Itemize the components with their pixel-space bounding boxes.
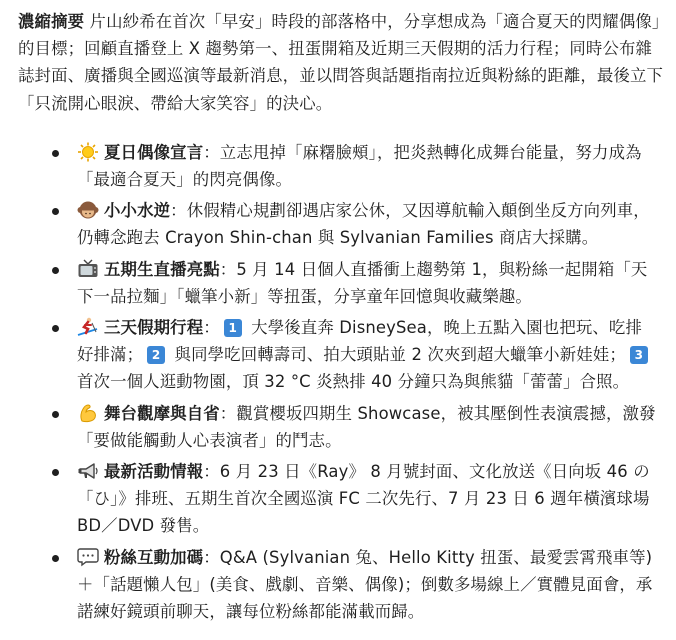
item-text: ：觀賞櫻坂四期生 Showcase，被其壓倒性表演震撼，激發「要做能觸動人心表演者」的鬥志。 [77, 403, 656, 450]
number-badge-2: 2 [147, 346, 165, 364]
item-title: 夏日偶像宣言 [104, 142, 204, 162]
highlights-list [18, 139, 664, 625]
speech-bubble-icon [77, 547, 99, 567]
summary-text: 片山紗希在首次「早安」時段的部落格中，分享想成為「適合夏天的閃耀偶像」的目標；回顧直播登上 X 趨勢第一、扭蛋開箱及近期三天假期的活力行程；同時公布雜誌封面、廣播與全國巡演等最新消息，並以問答與話題指南拉近與粉絲的距離，最後立下「只流開心眼淚、帶給大家笑容」的決心。 [18, 12, 664, 113]
item-text: ： [203, 318, 220, 338]
list-item [77, 458, 656, 540]
item-title: 五期生直播亮點 [104, 259, 220, 279]
megaphone-icon [77, 461, 99, 481]
summary-paragraph [18, 8, 664, 117]
item-title: 小小水逆 [104, 201, 171, 221]
summary-lead: 濃縮摘要 [18, 12, 85, 31]
item-text: 首次一個人逛動物園，頂 32 °C 炎熱排 40 分鐘只為與熊貓「蕾蕾」合照。 [77, 372, 630, 392]
list-item [77, 139, 656, 193]
monkey-icon [77, 200, 99, 220]
item-text: ：5 月 14 日個人直播衝上趨勢第 1，與粉絲一起開箱「天下一品拉麵」「蠟筆小新」等扭蛋，分享童年回憶與收藏樂趣。 [77, 259, 648, 306]
item-text: ：6 月 23 日《Ray》 8 月號封面、文化放送《日向坂 46 の「ひ」》排班、五期生首次全國巡演 FC 二次先行、7 月 23 日 6 週年橫濱球場 BD／DVD 發售。 [77, 462, 650, 536]
item-title: 三天假期行程 [104, 318, 204, 338]
item-title: 最新活動情報 [104, 462, 204, 482]
list-item [77, 544, 656, 626]
item-text: 大學後直奔 DisneySea，晚上五點入園也把玩、吃排好排滿； [77, 318, 643, 365]
number-badge-1: 1 [224, 319, 242, 337]
item-text: ：立志甩掉「麻糬臉頰」，把炎熱轉化成舞台能量，努力成為「最適合夏天」的閃亮偶像。 [77, 142, 642, 190]
list-item [77, 256, 656, 310]
list-item [77, 314, 656, 396]
sun-icon [77, 142, 99, 162]
number-badge-3: 3 [630, 346, 648, 364]
item-text: ：休假精心規劃卻遇店家公休，又因導航輸入顛倒坐反方向列車，仍轉念跑去 Crayon Shin-chan 與 Sylvanian Families 商店大採購。 [77, 201, 650, 248]
list-item [77, 400, 656, 454]
item-title: 舞台觀摩與自省 [104, 403, 220, 423]
item-text: ：Q&A (Sylvanian 兔、Hello Kitty 扭蛋、最愛雲霄飛車等)＋「話題懶人包」(美食、戲劇、音樂、偶像)；倒數多場線上／實體見面會，承諾練好鏡頭前聊天，讓每位粉絲都能滿載而歸。 [77, 547, 653, 622]
tv-icon [77, 259, 99, 279]
flexed-biceps-icon [77, 403, 99, 423]
ski-icon [77, 317, 99, 337]
item-text: 與同學吃回轉壽司、拍大頭貼並 2 次夾到超大蠟筆小新娃娃； [169, 345, 626, 365]
list-item [77, 197, 656, 251]
item-title: 粉絲互動加碼 [104, 547, 204, 567]
